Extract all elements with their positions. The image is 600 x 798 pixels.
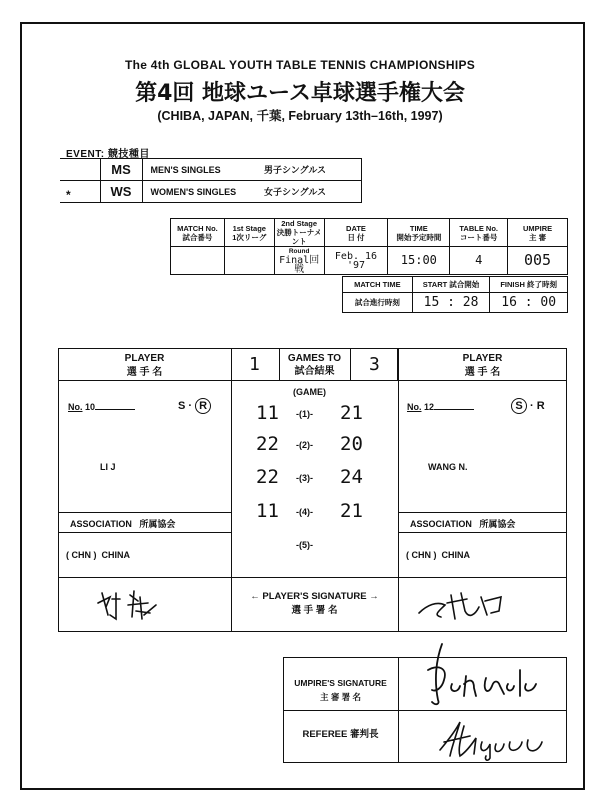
divider (58, 380, 231, 381)
player-signature-label: ← PLAYER'S SIGNATURE → 選 手 署 名 (250, 591, 379, 616)
finish-time-value: 16 : 00 (490, 293, 568, 313)
game5-label: -(5)- (296, 540, 313, 550)
time-header: TIME 開始予定時間 (388, 219, 450, 247)
left-assoc-label: ASSOCIATION 所属協会 (70, 519, 176, 529)
left-player-number: No. 10 (68, 402, 135, 412)
right-player-name: WANG N. (428, 462, 468, 472)
right-games-won: 3 (369, 354, 380, 375)
left-association: ( CHN ) CHINA (66, 550, 131, 560)
umpire-header: UMPIRE 主 審 (508, 219, 568, 247)
start-time-value: 15 : 28 (412, 293, 490, 313)
game2-right-score: 20 (340, 433, 363, 455)
divider (58, 512, 231, 513)
right-player-signature-icon (415, 585, 525, 625)
referee-label: REFEREE 審判長 (302, 729, 379, 740)
referee-signature-icon (430, 712, 560, 762)
table-value: 4 (450, 247, 508, 275)
left-serve-receive: S · R (178, 398, 211, 414)
divider (58, 532, 231, 533)
game1-label: -(1)- (296, 409, 313, 419)
game2-label: -(2)- (296, 440, 313, 450)
divider (398, 512, 567, 513)
stage1-value (224, 247, 274, 275)
right-player-number: No. 12 (407, 402, 474, 412)
match-time-label-jp: 試合進行時刻 (343, 293, 413, 313)
stage2-header: 2nd Stage 決勝トーナメント (274, 219, 324, 247)
title-japanese: 第4回 地球ユース卓球選手権大会 (135, 81, 465, 106)
date-header: DATE 日 付 (324, 219, 388, 247)
stage2-value (274, 247, 324, 275)
event-code: WS (100, 181, 142, 203)
event-mark: * (60, 181, 100, 203)
event-row-ms (60, 159, 362, 181)
title-english: The 4th GLOBAL YOUTH TABLE TENNIS CHAMPIONSHIPS (124, 58, 476, 72)
match-no-header: MATCH No. 試合番号 (171, 219, 225, 247)
divider (350, 348, 351, 381)
start-label: START 試合開始 (412, 277, 490, 293)
right-association: ( CHN ) CHINA (406, 550, 471, 560)
left-player-name: LI J (100, 462, 116, 472)
event-name-en: MEN'S SINGLES (142, 159, 260, 181)
game3-left-score: 22 (256, 466, 279, 488)
round-value: Final回戦 (279, 255, 320, 275)
game2-left-score: 22 (256, 433, 279, 455)
game4-left-score: 11 (256, 500, 279, 522)
time-value: 15:00 (388, 247, 450, 275)
games-to-label: GAMES TO 試合結果 (287, 353, 342, 377)
event-code: MS (100, 159, 142, 181)
round-label: Round (288, 248, 310, 255)
event-table (60, 158, 362, 203)
game1-left-score: 11 (256, 402, 279, 424)
event-name-jp: 男子シングルス (260, 159, 362, 181)
event-mark (60, 159, 100, 181)
game-label: (GAME) (293, 387, 326, 397)
game4-label: -(4)- (296, 507, 313, 517)
match-time-table (342, 276, 568, 313)
match-time-label: MATCH TIME (343, 277, 413, 293)
event-location-date: (CHIBA, JAPAN, 千葉, February 13th–16th, 1997) (157, 109, 443, 123)
right-player-header: PLAYER 選 手 名 (462, 353, 503, 378)
umpire-value: 005 (508, 247, 568, 275)
right-serve-receive: S · R (511, 398, 545, 414)
match-info-table (170, 218, 568, 275)
divider (398, 380, 567, 381)
game3-right-score: 24 (340, 466, 363, 488)
divider (283, 710, 567, 711)
game1-right-score: 21 (340, 402, 363, 424)
right-assoc-label: ASSOCIATION 所属協会 (410, 519, 516, 529)
event-name-en: WOMEN'S SINGLES (142, 181, 260, 203)
left-player-header: PLAYER 選 手 名 (124, 353, 165, 378)
event-label: EVENT: 競技種目 (66, 149, 150, 160)
stage1-header: 1st Stage 1次リーグ (224, 219, 274, 247)
event-name-jp: 女子シングルス (260, 181, 362, 203)
finish-label: FINISH 終了時刻 (490, 277, 568, 293)
table-header: TABLE No. コート番号 (450, 219, 508, 247)
game3-label: -(3)- (296, 473, 313, 483)
divider (398, 348, 399, 632)
game4-right-score: 21 (340, 500, 363, 522)
event-row-ws (60, 181, 362, 203)
divider (58, 577, 567, 578)
divider (398, 532, 567, 533)
match-no-value (171, 247, 225, 275)
left-player-signature-icon (90, 585, 200, 625)
date-value: Feb. 16 '97 (324, 247, 388, 275)
umpire-signature-icon (408, 640, 558, 710)
umpire-signature-label: UMPIRE'S SIGNATURE 主 審 署 名 (294, 678, 387, 702)
left-games-won: 1 (249, 354, 260, 375)
